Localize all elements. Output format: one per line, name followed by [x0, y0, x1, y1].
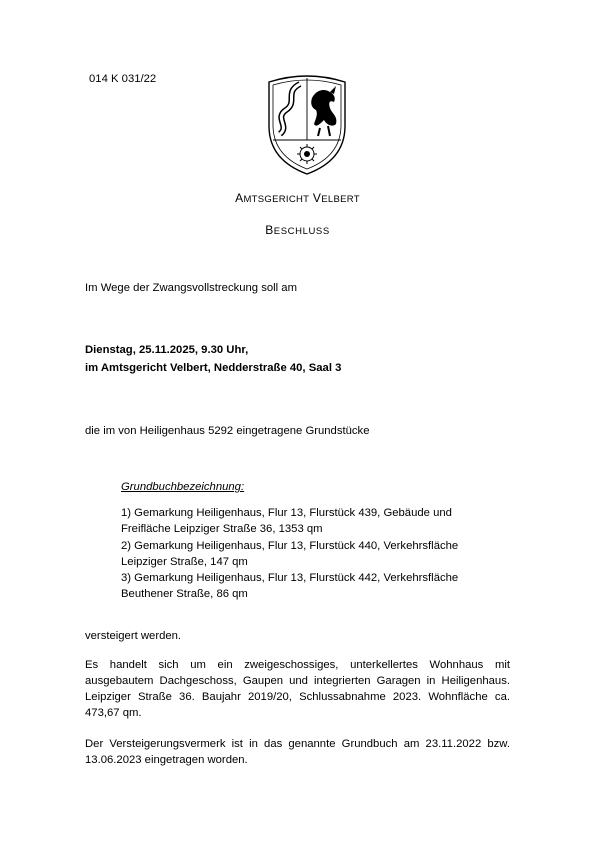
register-item-3-line-2: Beuthener Straße, 86 qm: [121, 588, 248, 600]
nrw-coat-of-arms-icon: [264, 68, 350, 176]
auction-text: versteigert werden.: [85, 630, 182, 642]
case-number: 014 K 031/22: [89, 73, 157, 85]
register-item-1-line-1: 1) Gemarkung Heiligenhaus, Flur 13, Flurstück 439, Gebäude und: [121, 507, 452, 519]
intro-text: Im Wege der Zwangsvollstreckung soll am: [85, 282, 298, 294]
register-item-2-line-1: 2) Gemarkung Heiligenhaus, Flur 13, Flurstück 440, Verkehrsfläche: [121, 540, 459, 552]
object-text: die im von Heiligenhaus 5292 eingetragene Grundstücke: [85, 425, 370, 437]
register-item-3-line-1: 3) Gemarkung Heiligenhaus, Flur 13, Flurstück 442, Verkehrsfläche: [121, 572, 459, 584]
registration-note: Der Versteigerungsvermerk ist in das genannte Grundbuch am 23.11.2022 bzw. 13.06.2023 eingetragen worden.: [85, 738, 510, 766]
register-item-2-line-2: Leipziger Straße, 147 qm: [121, 556, 248, 568]
document-title: BESCHLUSS: [265, 223, 330, 237]
auction-date: Dienstag, 25.11.2025, 9.30 Uhr,: [85, 344, 249, 356]
register-heading: Grundbuchbezeichnung:: [121, 481, 245, 493]
court-name: AMTSGERICHT VELBERT: [235, 191, 360, 205]
auction-place: im Amtsgericht Velbert, Nedderstraße 40, Saal 3: [85, 362, 342, 374]
register-item-1-line-2: Freifläche Leipziger Straße 36, 1353 qm: [121, 523, 323, 535]
property-description: Es handelt sich um ein zweigeschossiges, unterkellertes Wohnhaus mit ausgebautem Dachgeschoss, Gaupen und integrierten Garagen in Heiligenhaus. Leipziger Straße 36. Baujahr 2019/20, Schlussabnahme 2023. Wohnfläche ca. 473,67 qm.: [85, 659, 510, 719]
